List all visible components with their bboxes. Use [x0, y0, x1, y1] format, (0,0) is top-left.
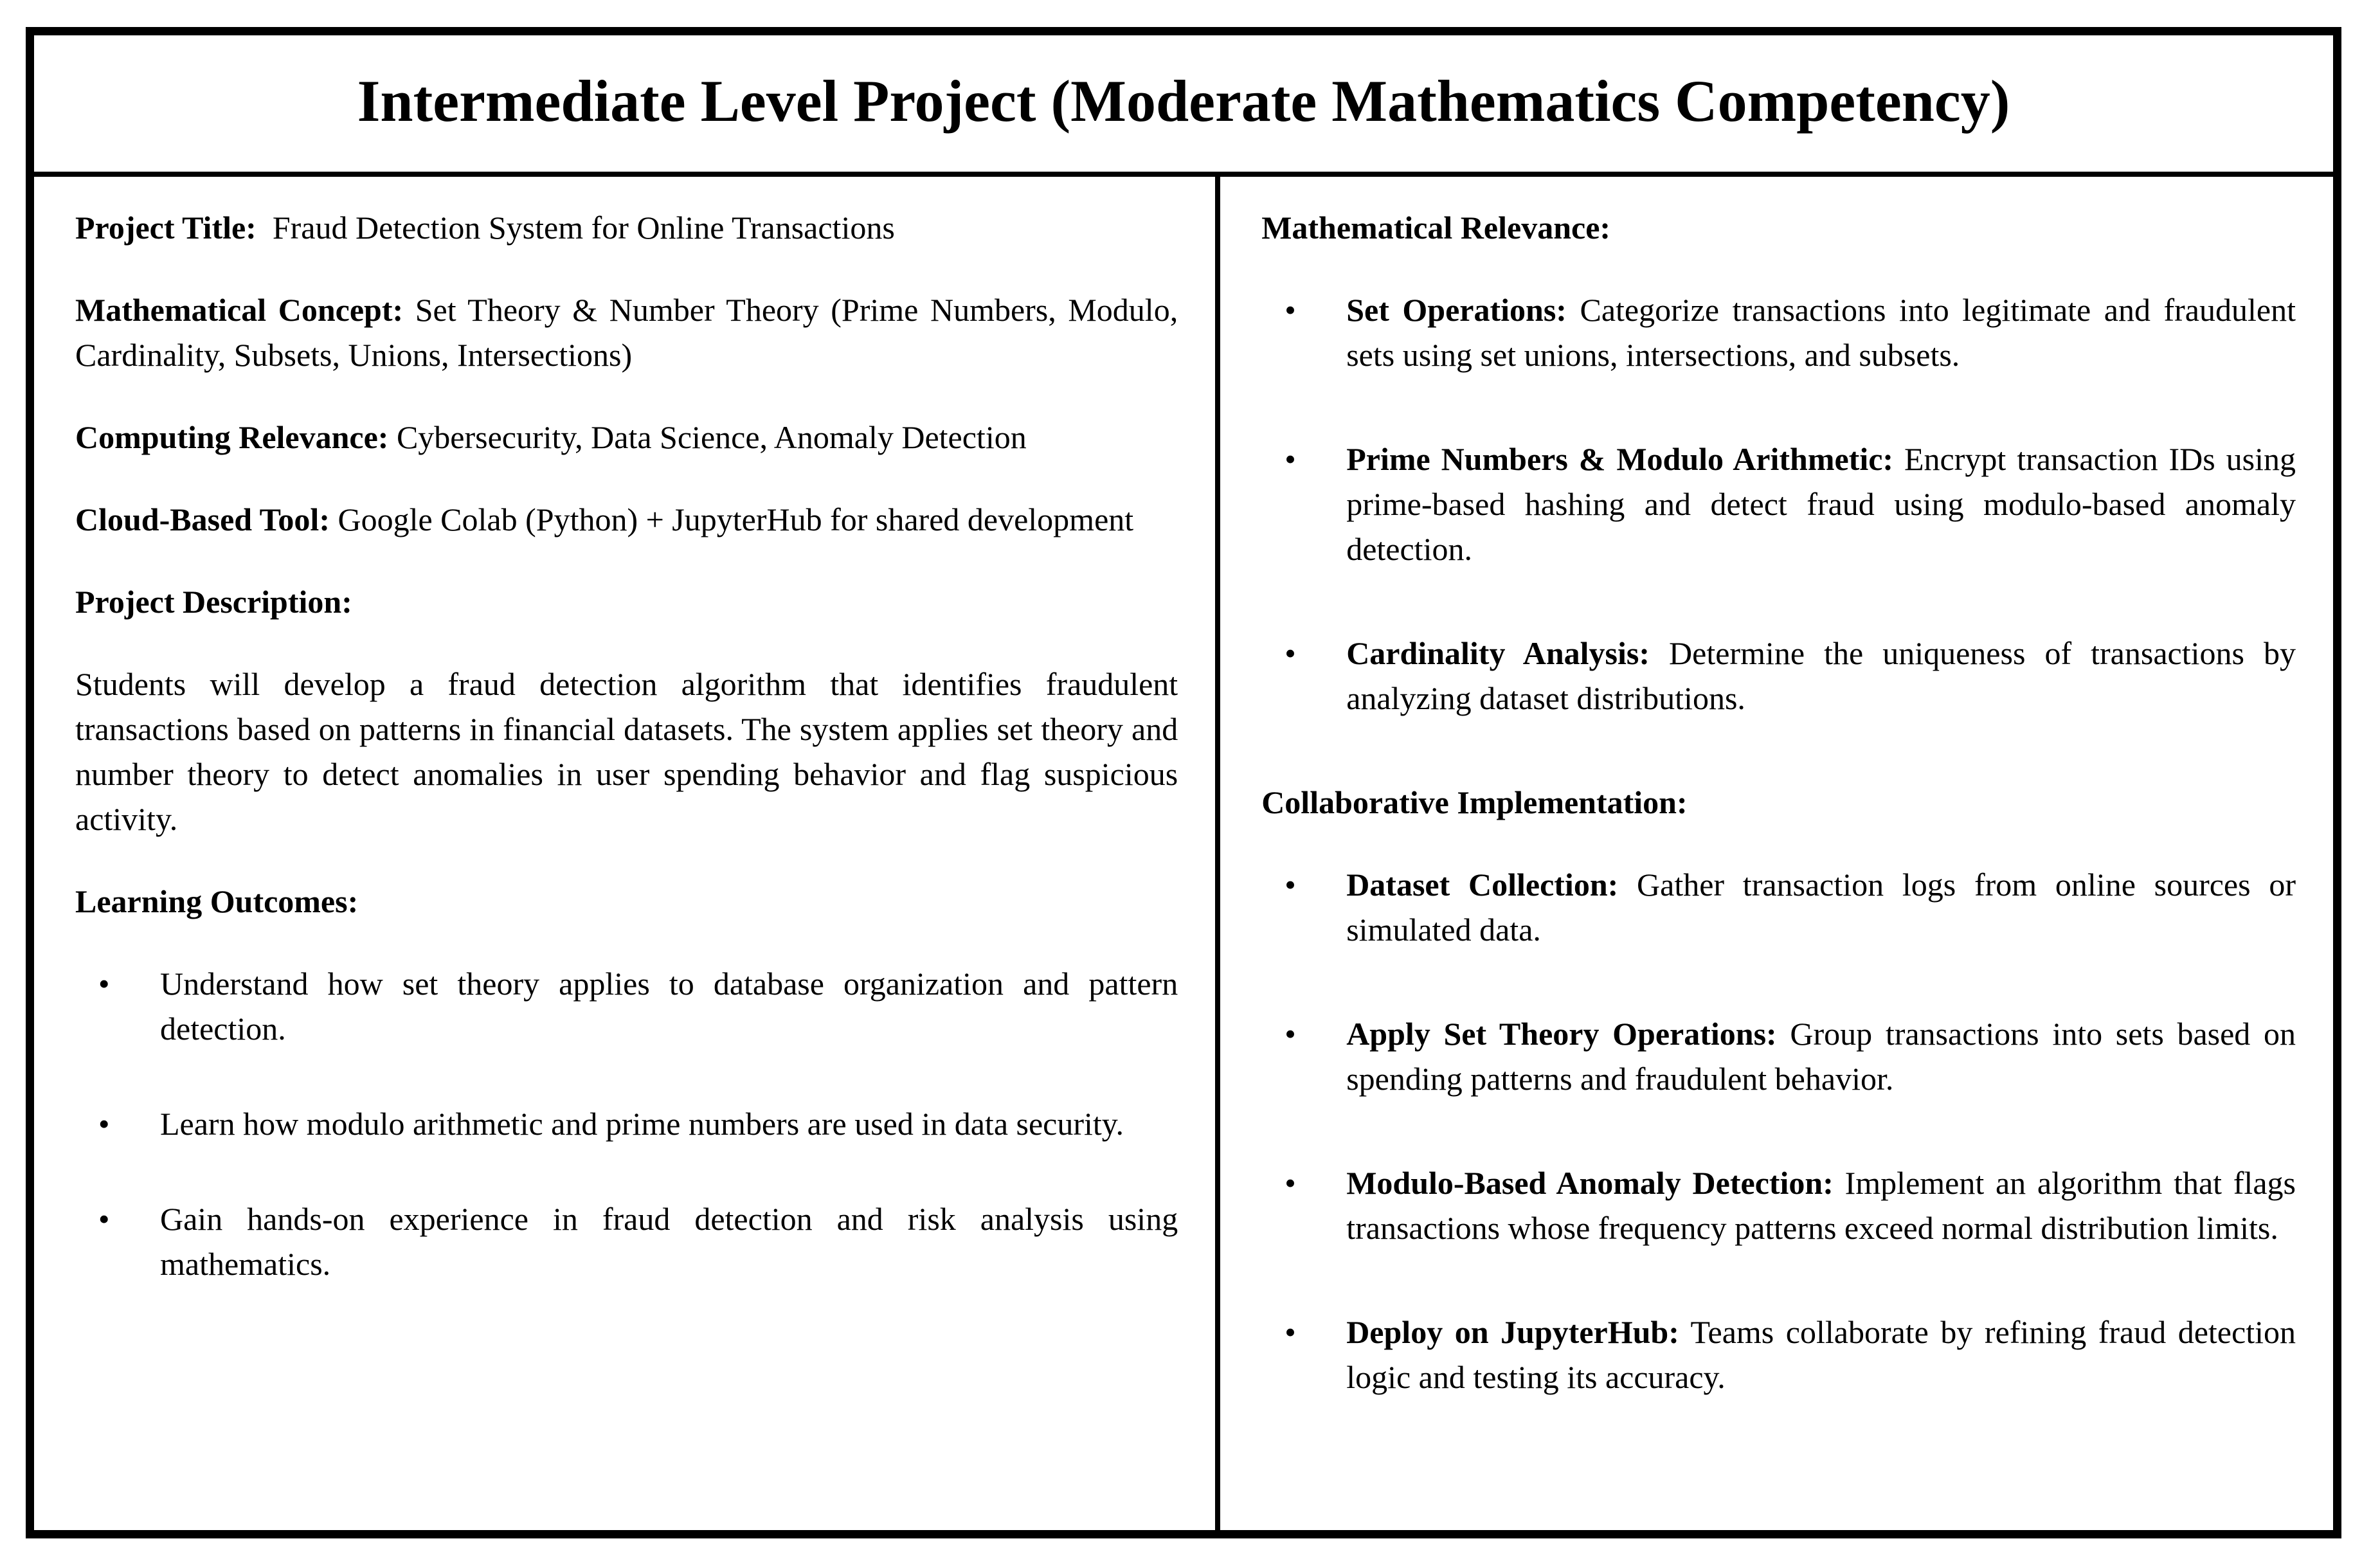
right-column — [1220, 177, 2333, 1530]
bullet-icon: • — [98, 1105, 110, 1142]
list-item — [75, 1101, 1178, 1146]
bullet-icon: • — [1285, 1015, 1296, 1052]
list-item — [1261, 631, 2296, 721]
field-cloud-based-tool — [75, 497, 1178, 542]
list-item-desc: Teams collaborate by refining fraud detection logic and testing its accuracy. — [1346, 1313, 2296, 1395]
list-item-text: Gain hands-on experience in fraud detection and risk analysis using mathematics. — [160, 1200, 1178, 1282]
page-title: Intermediate Level Project (Moderate Mathematics Competency) — [357, 68, 2010, 134]
bullet-icon: • — [1285, 866, 1296, 903]
project-table — [26, 27, 2341, 1538]
list-item-text — [1346, 631, 2296, 721]
list-item-text — [1346, 1160, 2296, 1250]
table-body — [34, 177, 2333, 1530]
list-item-text — [1346, 287, 2296, 377]
learning-outcomes-heading: Learning Outcomes: — [75, 883, 359, 919]
list-item-text: Learn how modulo arithmetic and prime numbers are used in data security. — [160, 1105, 1124, 1142]
list-item-desc: Encrypt transaction IDs using prime-based hashing and detect fraud using modulo-based anomaly detection. — [1346, 440, 2296, 567]
bullet-icon: • — [1285, 635, 1296, 671]
list-item — [1261, 1310, 2296, 1400]
list-item-text — [1346, 1011, 2296, 1101]
list-item-label: Prime Numbers & Modulo Arithmetic: — [1346, 440, 1894, 477]
list-item-text — [1346, 1310, 2296, 1400]
bullet-icon: • — [1285, 1313, 1296, 1350]
project-description-heading: Project Description: — [75, 583, 352, 620]
bullet-icon: • — [1285, 440, 1296, 477]
list-item-desc: Group transactions into sets based on spending patterns and fraudulent behavior. — [1346, 1015, 2296, 1097]
field-label: Computing Relevance: — [75, 419, 389, 455]
list-item — [1261, 1011, 2296, 1101]
list-item-desc: Implement an algorithm that flags transactions whose frequency patterns exceed normal distribution limits. — [1346, 1164, 2296, 1246]
list-item-label: Cardinality Analysis: — [1346, 635, 1650, 671]
list-item-label: Apply Set Theory Operations: — [1346, 1015, 1777, 1052]
field-value: Set Theory & Number Theory (Prime Numbers, Modulo, Cardinality, Subsets, Unions, Intersections) — [75, 291, 1178, 373]
project-description-text: Students will develop a fraud detection algorithm that identifies fraudulent transactions based on patterns in financial datasets. The system applies set theory and number theory to detect anomalies in user spending behavior and flag suspicious activity. — [75, 665, 1178, 837]
list-item — [1261, 287, 2296, 377]
bullet-icon: • — [98, 1200, 110, 1237]
list-item — [75, 1196, 1178, 1286]
list-item-desc: Determine the uniqueness of transactions by analyzing dataset distributions. — [1346, 635, 2296, 716]
field-label: Mathematical Concept: — [75, 291, 404, 328]
list-item-text — [1346, 437, 2296, 572]
field-project-title — [75, 205, 1178, 250]
list-item-label: Set Operations: — [1346, 291, 1567, 328]
field-value: Fraud Detection System for Online Transactions — [256, 209, 895, 246]
bullet-icon: • — [1285, 291, 1296, 328]
list-item-label: Deploy on JupyterHub: — [1346, 1313, 1679, 1350]
left-column — [34, 177, 1220, 1530]
list-item — [1261, 1160, 2296, 1250]
bullet-icon: • — [98, 965, 110, 1002]
field-value: Cybersecurity, Data Science, Anomaly Detection — [388, 419, 1027, 455]
list-item-text: Understand how set theory applies to database organization and pattern detection. — [160, 965, 1178, 1047]
field-label: Cloud-Based Tool: — [75, 501, 330, 537]
bullet-icon: • — [1285, 1164, 1296, 1201]
mathematical-relevance-heading: Mathematical Relevance: — [1261, 209, 1611, 246]
list-item — [1261, 437, 2296, 572]
list-item — [1261, 862, 2296, 952]
title-row — [34, 35, 2333, 177]
list-item-label: Dataset Collection: — [1346, 866, 1619, 903]
list-item-text — [1346, 862, 2296, 952]
field-label: Project Title: — [75, 209, 257, 246]
field-computing-relevance — [75, 415, 1178, 460]
field-value: Google Colab (Python) + JupyterHub for shared development — [329, 501, 1134, 537]
list-item — [75, 961, 1178, 1051]
list-item-desc: Gather transaction logs from online sources or simulated data. — [1346, 866, 2296, 948]
list-item-label: Modulo-Based Anomaly Detection: — [1346, 1164, 1834, 1201]
field-mathematical-concept — [75, 287, 1178, 377]
collaborative-implementation-heading: Collaborative Implementation: — [1261, 784, 1688, 820]
list-item-desc: Categorize transactions into legitimate and fraudulent sets using set unions, intersections, and subsets. — [1346, 291, 2296, 373]
